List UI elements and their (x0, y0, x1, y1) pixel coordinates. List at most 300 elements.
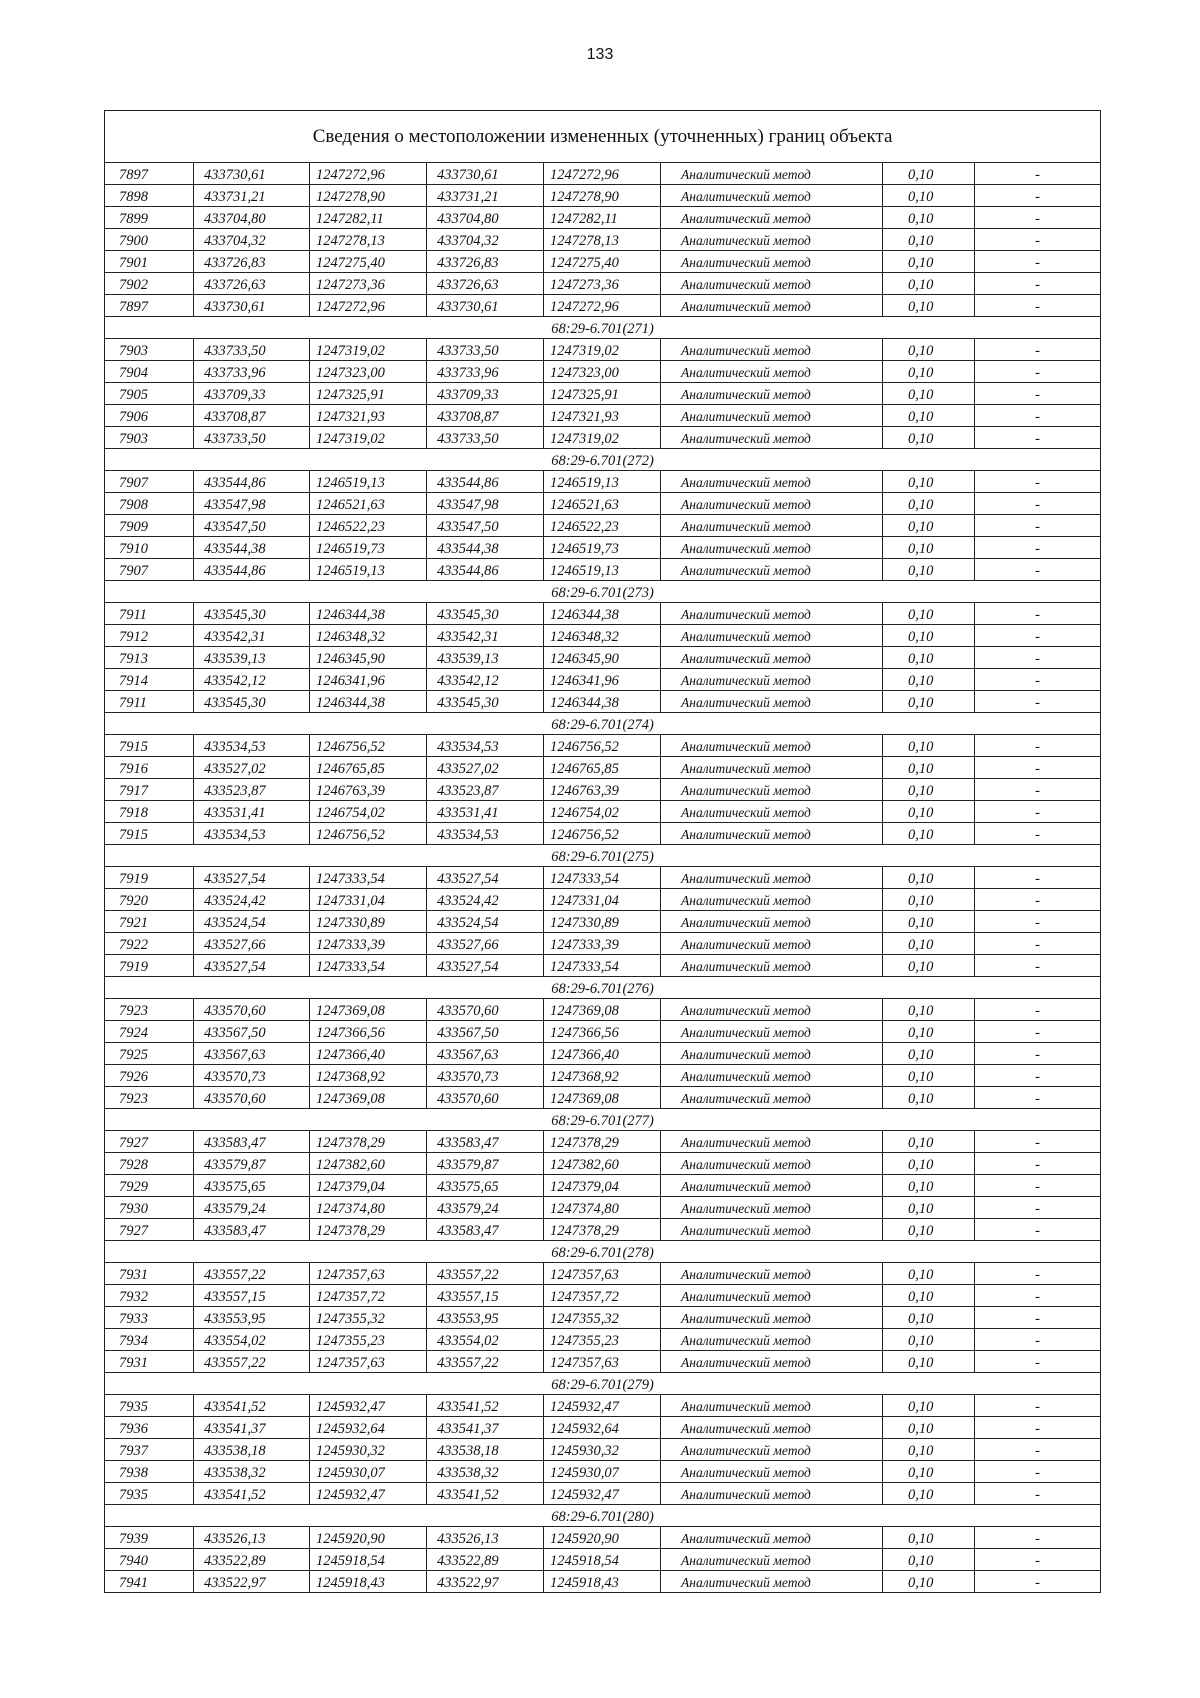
y-old: 1247282,11 (310, 207, 427, 229)
method-cell: Аналитический метод (661, 1197, 883, 1219)
x-new: 433538,32 (427, 1461, 544, 1483)
x-old: 433579,87 (194, 1153, 310, 1175)
accuracy-cell: 0,10 (883, 955, 975, 977)
y-new: 1247272,96 (544, 163, 661, 185)
y-old: 1247333,54 (310, 867, 427, 889)
point-number: 7938 (105, 1461, 194, 1483)
accuracy-cell: 0,10 (883, 757, 975, 779)
section-label: 68:29-6.701(277) (105, 1109, 1101, 1131)
note-cell: - (975, 867, 1101, 889)
table-row (105, 1021, 1101, 1043)
x-new: 433730,61 (427, 163, 544, 185)
x-new: 433579,24 (427, 1197, 544, 1219)
x-old: 433547,98 (194, 493, 310, 515)
y-new: 1246763,39 (544, 779, 661, 801)
table-row (105, 1483, 1101, 1505)
accuracy-cell: 0,10 (883, 229, 975, 251)
x-old: 433526,13 (194, 1527, 310, 1549)
method-cell: Аналитический метод (661, 471, 883, 493)
method-cell: Аналитический метод (661, 757, 883, 779)
x-old: 433527,02 (194, 757, 310, 779)
y-old: 1247273,36 (310, 273, 427, 295)
x-new: 433522,89 (427, 1549, 544, 1571)
point-number: 7927 (105, 1131, 194, 1153)
accuracy-cell: 0,10 (883, 911, 975, 933)
method-cell: Аналитический метод (661, 163, 883, 185)
y-new: 1246522,23 (544, 515, 661, 537)
y-old: 1246754,02 (310, 801, 427, 823)
section-label: 68:29-6.701(279) (105, 1373, 1101, 1395)
point-number: 7940 (105, 1549, 194, 1571)
y-new: 1247355,32 (544, 1307, 661, 1329)
table-row (105, 999, 1101, 1021)
y-new: 1246519,73 (544, 537, 661, 559)
note-cell: - (975, 537, 1101, 559)
y-new: 1245932,47 (544, 1395, 661, 1417)
table-row (105, 515, 1101, 537)
y-new: 1245918,43 (544, 1571, 661, 1593)
section-row (105, 449, 1101, 471)
y-old: 1247357,72 (310, 1285, 427, 1307)
x-old: 433733,96 (194, 361, 310, 383)
x-new: 433534,53 (427, 823, 544, 845)
point-number: 7935 (105, 1483, 194, 1505)
note-cell: - (975, 361, 1101, 383)
y-old: 1245932,64 (310, 1417, 427, 1439)
point-number: 7931 (105, 1263, 194, 1285)
point-number: 7922 (105, 933, 194, 955)
y-new: 1247379,04 (544, 1175, 661, 1197)
x-old: 433704,80 (194, 207, 310, 229)
accuracy-cell: 0,10 (883, 1065, 975, 1087)
note-cell: - (975, 1417, 1101, 1439)
method-cell: Аналитический метод (661, 273, 883, 295)
y-old: 1247321,93 (310, 405, 427, 427)
note-cell: - (975, 779, 1101, 801)
table-row (105, 823, 1101, 845)
x-old: 433538,32 (194, 1461, 310, 1483)
note-cell: - (975, 757, 1101, 779)
x-old: 433523,87 (194, 779, 310, 801)
table-row (105, 1197, 1101, 1219)
table-row (105, 647, 1101, 669)
point-number: 7916 (105, 757, 194, 779)
accuracy-cell: 0,10 (883, 1329, 975, 1351)
y-old: 1247355,23 (310, 1329, 427, 1351)
note-cell: - (975, 163, 1101, 185)
x-new: 433542,12 (427, 669, 544, 691)
x-old: 433731,21 (194, 185, 310, 207)
accuracy-cell: 0,10 (883, 1043, 975, 1065)
accuracy-cell: 0,10 (883, 1527, 975, 1549)
method-cell: Аналитический метод (661, 1571, 883, 1593)
y-old: 1247323,00 (310, 361, 427, 383)
point-number: 7923 (105, 1087, 194, 1109)
note-cell: - (975, 603, 1101, 625)
x-old: 433542,31 (194, 625, 310, 647)
note-cell: - (975, 1527, 1101, 1549)
accuracy-cell: 0,10 (883, 735, 975, 757)
x-old: 433524,54 (194, 911, 310, 933)
method-cell: Аналитический метод (661, 625, 883, 647)
table-row (105, 537, 1101, 559)
y-old: 1246345,90 (310, 647, 427, 669)
point-number: 7911 (105, 691, 194, 713)
x-old: 433534,53 (194, 735, 310, 757)
x-old: 433554,02 (194, 1329, 310, 1351)
note-cell: - (975, 647, 1101, 669)
section-label: 68:29-6.701(273) (105, 581, 1101, 603)
y-old: 1247374,80 (310, 1197, 427, 1219)
note-cell: - (975, 1197, 1101, 1219)
note-cell: - (975, 889, 1101, 911)
table-row (105, 1351, 1101, 1373)
y-new: 1247378,29 (544, 1219, 661, 1241)
x-new: 433526,13 (427, 1527, 544, 1549)
method-cell: Аналитический метод (661, 339, 883, 361)
x-new: 433708,87 (427, 405, 544, 427)
y-new: 1247278,13 (544, 229, 661, 251)
x-new: 433527,54 (427, 867, 544, 889)
note-cell: - (975, 955, 1101, 977)
accuracy-cell: 0,10 (883, 185, 975, 207)
accuracy-cell: 0,10 (883, 207, 975, 229)
point-number: 7917 (105, 779, 194, 801)
table-row (105, 1087, 1101, 1109)
y-old: 1246756,52 (310, 823, 427, 845)
accuracy-cell: 0,10 (883, 1219, 975, 1241)
table-row (105, 735, 1101, 757)
accuracy-cell: 0,10 (883, 823, 975, 845)
note-cell: - (975, 1307, 1101, 1329)
accuracy-cell: 0,10 (883, 999, 975, 1021)
accuracy-cell: 0,10 (883, 1483, 975, 1505)
method-cell: Аналитический метод (661, 1439, 883, 1461)
x-old: 433730,61 (194, 295, 310, 317)
x-new: 433570,73 (427, 1065, 544, 1087)
point-number: 7902 (105, 273, 194, 295)
method-cell: Аналитический метод (661, 1285, 883, 1307)
note-cell: - (975, 1549, 1101, 1571)
x-new: 433534,53 (427, 735, 544, 757)
x-new: 433709,33 (427, 383, 544, 405)
note-cell: - (975, 1131, 1101, 1153)
y-old: 1247366,40 (310, 1043, 427, 1065)
section-label: 68:29-6.701(275) (105, 845, 1101, 867)
note-cell: - (975, 383, 1101, 405)
y-old: 1247319,02 (310, 427, 427, 449)
y-old: 1247319,02 (310, 339, 427, 361)
x-old: 433534,53 (194, 823, 310, 845)
x-new: 433731,21 (427, 185, 544, 207)
y-old: 1247369,08 (310, 999, 427, 1021)
y-new: 1247333,39 (544, 933, 661, 955)
note-cell: - (975, 295, 1101, 317)
note-cell: - (975, 669, 1101, 691)
x-new: 433554,02 (427, 1329, 544, 1351)
accuracy-cell: 0,10 (883, 801, 975, 823)
x-new: 433704,80 (427, 207, 544, 229)
x-old: 433527,66 (194, 933, 310, 955)
x-new: 433541,52 (427, 1483, 544, 1505)
accuracy-cell: 0,10 (883, 1131, 975, 1153)
table-title-row (105, 111, 1101, 163)
table-row (105, 1439, 1101, 1461)
accuracy-cell: 0,10 (883, 625, 975, 647)
x-old: 433730,61 (194, 163, 310, 185)
y-old: 1247331,04 (310, 889, 427, 911)
section-row (105, 977, 1101, 999)
note-cell: - (975, 933, 1101, 955)
method-cell: Аналитический метод (661, 537, 883, 559)
y-new: 1245918,54 (544, 1549, 661, 1571)
y-new: 1247357,63 (544, 1263, 661, 1285)
table-row (105, 911, 1101, 933)
y-old: 1245932,47 (310, 1395, 427, 1417)
y-old: 1246348,32 (310, 625, 427, 647)
y-old: 1247325,91 (310, 383, 427, 405)
section-label: 68:29-6.701(274) (105, 713, 1101, 735)
accuracy-cell: 0,10 (883, 405, 975, 427)
x-old: 433545,30 (194, 691, 310, 713)
accuracy-cell: 0,10 (883, 1571, 975, 1593)
table-row (105, 1329, 1101, 1351)
x-new: 433733,50 (427, 427, 544, 449)
x-new: 433541,37 (427, 1417, 544, 1439)
x-new: 433527,54 (427, 955, 544, 977)
table-row (105, 273, 1101, 295)
y-old: 1246522,23 (310, 515, 427, 537)
accuracy-cell: 0,10 (883, 1087, 975, 1109)
note-cell: - (975, 1439, 1101, 1461)
x-old: 433541,37 (194, 1417, 310, 1439)
y-new: 1247366,40 (544, 1043, 661, 1065)
method-cell: Аналитический метод (661, 1483, 883, 1505)
y-new: 1247355,23 (544, 1329, 661, 1351)
table-row (105, 603, 1101, 625)
y-old: 1245918,43 (310, 1571, 427, 1593)
table-row (105, 1417, 1101, 1439)
x-new: 433726,83 (427, 251, 544, 273)
note-cell: - (975, 1483, 1101, 1505)
accuracy-cell: 0,10 (883, 273, 975, 295)
y-new: 1245932,47 (544, 1483, 661, 1505)
x-new: 433523,87 (427, 779, 544, 801)
note-cell: - (975, 1329, 1101, 1351)
y-old: 1247357,63 (310, 1351, 427, 1373)
point-number: 7911 (105, 603, 194, 625)
y-old: 1247333,39 (310, 933, 427, 955)
y-new: 1247378,29 (544, 1131, 661, 1153)
point-number: 7928 (105, 1153, 194, 1175)
method-cell: Аналитический метод (661, 1131, 883, 1153)
y-new: 1247366,56 (544, 1021, 661, 1043)
y-new: 1247323,00 (544, 361, 661, 383)
method-cell: Аналитический метод (661, 823, 883, 845)
x-new: 433547,50 (427, 515, 544, 537)
note-cell: - (975, 1175, 1101, 1197)
y-old: 1245930,07 (310, 1461, 427, 1483)
y-old: 1246344,38 (310, 603, 427, 625)
table-row (105, 427, 1101, 449)
point-number: 7923 (105, 999, 194, 1021)
method-cell: Аналитический метод (661, 427, 883, 449)
x-old: 433527,54 (194, 867, 310, 889)
x-new: 433557,22 (427, 1351, 544, 1373)
method-cell: Аналитический метод (661, 1175, 883, 1197)
point-number: 7910 (105, 537, 194, 559)
table-row (105, 229, 1101, 251)
page-number: 133 (586, 46, 614, 63)
x-new: 433527,66 (427, 933, 544, 955)
table-row (105, 1527, 1101, 1549)
y-new: 1247325,91 (544, 383, 661, 405)
x-old: 433553,95 (194, 1307, 310, 1329)
method-cell: Аналитический метод (661, 691, 883, 713)
method-cell: Аналитический метод (661, 603, 883, 625)
section-label: 68:29-6.701(272) (105, 449, 1101, 471)
point-number: 7908 (105, 493, 194, 515)
method-cell: Аналитический метод (661, 405, 883, 427)
accuracy-cell: 0,10 (883, 295, 975, 317)
point-number: 7937 (105, 1439, 194, 1461)
y-new: 1247278,90 (544, 185, 661, 207)
accuracy-cell: 0,10 (883, 933, 975, 955)
accuracy-cell: 0,10 (883, 493, 975, 515)
x-new: 433541,52 (427, 1395, 544, 1417)
y-old: 1245930,32 (310, 1439, 427, 1461)
y-new: 1246521,63 (544, 493, 661, 515)
x-new: 433579,87 (427, 1153, 544, 1175)
point-number: 7935 (105, 1395, 194, 1417)
x-new: 433522,97 (427, 1571, 544, 1593)
accuracy-cell: 0,10 (883, 1417, 975, 1439)
note-cell: - (975, 185, 1101, 207)
x-new: 433524,42 (427, 889, 544, 911)
x-new: 433553,95 (427, 1307, 544, 1329)
x-new: 433726,63 (427, 273, 544, 295)
note-cell: - (975, 493, 1101, 515)
point-number: 7931 (105, 1351, 194, 1373)
x-old: 433570,60 (194, 999, 310, 1021)
y-new: 1245932,64 (544, 1417, 661, 1439)
x-new: 433547,98 (427, 493, 544, 515)
y-old: 1246765,85 (310, 757, 427, 779)
y-new: 1246519,13 (544, 471, 661, 493)
method-cell: Аналитический метод (661, 801, 883, 823)
y-new: 1247374,80 (544, 1197, 661, 1219)
table-row (105, 1065, 1101, 1087)
table-row (105, 1307, 1101, 1329)
note-cell: - (975, 471, 1101, 493)
note-cell: - (975, 1461, 1101, 1483)
point-number: 7924 (105, 1021, 194, 1043)
point-number: 7898 (105, 185, 194, 207)
note-cell: - (975, 1065, 1101, 1087)
point-number: 7905 (105, 383, 194, 405)
point-number: 7900 (105, 229, 194, 251)
accuracy-cell: 0,10 (883, 691, 975, 713)
y-old: 1247378,29 (310, 1219, 427, 1241)
point-number: 7926 (105, 1065, 194, 1087)
y-old: 1245920,90 (310, 1527, 427, 1549)
method-cell: Аналитический метод (661, 955, 883, 977)
section-row (105, 1109, 1101, 1131)
table-row (105, 251, 1101, 273)
y-old: 1246756,52 (310, 735, 427, 757)
note-cell: - (975, 1153, 1101, 1175)
method-cell: Аналитический метод (661, 735, 883, 757)
y-new: 1246754,02 (544, 801, 661, 823)
note-cell: - (975, 559, 1101, 581)
y-new: 1247272,96 (544, 295, 661, 317)
point-number: 7901 (105, 251, 194, 273)
note-cell: - (975, 1021, 1101, 1043)
method-cell: Аналитический метод (661, 207, 883, 229)
section-label: 68:29-6.701(271) (105, 317, 1101, 339)
accuracy-cell: 0,10 (883, 537, 975, 559)
table-row (105, 801, 1101, 823)
x-old: 433522,89 (194, 1549, 310, 1571)
section-row (105, 1505, 1101, 1527)
x-new: 433567,63 (427, 1043, 544, 1065)
x-new: 433544,86 (427, 559, 544, 581)
y-new: 1247319,02 (544, 427, 661, 449)
x-new: 433704,32 (427, 229, 544, 251)
table-row (105, 757, 1101, 779)
x-old: 433726,63 (194, 273, 310, 295)
note-cell: - (975, 1043, 1101, 1065)
method-cell: Аналитический метод (661, 867, 883, 889)
x-old: 433704,32 (194, 229, 310, 251)
y-new: 1247282,11 (544, 207, 661, 229)
method-cell: Аналитический метод (661, 1329, 883, 1351)
point-number: 7907 (105, 559, 194, 581)
note-cell: - (975, 273, 1101, 295)
x-new: 433544,38 (427, 537, 544, 559)
table-row (105, 1153, 1101, 1175)
table-row (105, 1571, 1101, 1593)
x-new: 433545,30 (427, 603, 544, 625)
y-old: 1247382,60 (310, 1153, 427, 1175)
accuracy-cell: 0,10 (883, 339, 975, 361)
x-new: 433545,30 (427, 691, 544, 713)
table-row (105, 1461, 1101, 1483)
note-cell: - (975, 999, 1101, 1021)
y-new: 1247369,08 (544, 1087, 661, 1109)
accuracy-cell: 0,10 (883, 669, 975, 691)
method-cell: Аналитический метод (661, 911, 883, 933)
point-number: 7918 (105, 801, 194, 823)
accuracy-cell: 0,10 (883, 1351, 975, 1373)
x-old: 433579,24 (194, 1197, 310, 1219)
y-new: 1247275,40 (544, 251, 661, 273)
y-new: 1247382,60 (544, 1153, 661, 1175)
note-cell: - (975, 1395, 1101, 1417)
table-row (105, 669, 1101, 691)
x-old: 433544,86 (194, 559, 310, 581)
method-cell: Аналитический метод (661, 1263, 883, 1285)
note-cell: - (975, 691, 1101, 713)
x-old: 433570,73 (194, 1065, 310, 1087)
method-cell: Аналитический метод (661, 1219, 883, 1241)
point-number: 7909 (105, 515, 194, 537)
method-cell: Аналитический метод (661, 1021, 883, 1043)
x-old: 433557,22 (194, 1263, 310, 1285)
method-cell: Аналитический метод (661, 1351, 883, 1373)
method-cell: Аналитический метод (661, 1549, 883, 1571)
table-row (105, 339, 1101, 361)
